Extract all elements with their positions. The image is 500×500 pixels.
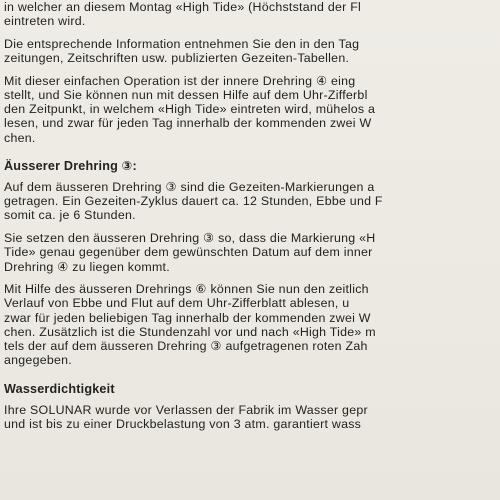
body-text-line: chen. Zusätzlich ist die Stundenzahl vor und nach «High Tide» m (4, 324, 376, 339)
body-text-line: den Zeitpunkt, in welchem «High Tide» eintreten wird, mühelos a (4, 102, 376, 117)
body-text-line: Mit Hilfe des äusseren Drehrings ⑥ können Sie nun den zeitlich (4, 282, 369, 297)
body-text-line: eintreten wird. (4, 14, 86, 29)
body-text-line: Mit dieser einfachen Operation ist der innere Drehring ④ eing (4, 73, 356, 88)
body-text-line: Tide» genau gegenüber dem gewünschten Datum auf dem inner (4, 245, 373, 260)
body-text-line: somit ca. je 6 Stunden. (4, 208, 136, 223)
section-heading: Wasserdichtigkeit (4, 381, 115, 396)
body-text-line: Drehring ④ zu liegen kommt. (4, 259, 170, 274)
body-text-line: tels der auf dem äusseren Drehring ③ aufgetragenen roten Zah (4, 339, 368, 353)
body-text-line: chen. (4, 130, 36, 145)
body-text-line: stellt, und Sie können nun mit dessen Hilfe auf dem Uhr-Zifferbl (4, 88, 368, 102)
body-text-line: Ihre SOLUNAR wurde vor Verlassen der Fabrik im Wasser gepr (4, 402, 368, 417)
body-text-line: lesen, und zwar für jeden Tag innerhalb der kommenden zwei W (4, 116, 372, 131)
section-heading: Äusserer Drehring ③: (4, 159, 137, 174)
body-text-line: Verlauf von Ebbe und Flut auf dem Uhr-Zifferblatt ablesen, u (4, 296, 350, 311)
body-text-line: angegeben. (4, 353, 72, 368)
body-text-line: Die entsprechende Information entnehmen Sie den in den Tag (4, 36, 360, 51)
body-text-line: Auf dem äusseren Drehring ③ sind die Gezeiten-Markierungen a (4, 180, 375, 194)
body-text-line: Sie setzen den äusseren Drehring ③ so, dass die Markierung «H (4, 231, 376, 246)
body-text-line: zwar für jeden beliebigen Tag innerhalb der kommenden zwei W (4, 310, 371, 325)
body-text-line: zeitungen, Zeitschriften usw. publizierten Gezeiten-Tabellen. (4, 51, 350, 66)
body-text-line: und ist bis zu einer Druckbelastung von 3 atm. garantiert wass (4, 416, 362, 431)
body-text-line: getragen. Ein Gezeiten-Zyklus dauert ca. 12 Stunden, Ebbe und F (4, 194, 383, 209)
body-text-line: in welcher an diesem Montag «High Tide» (Höchststand der Fl (4, 0, 362, 14)
